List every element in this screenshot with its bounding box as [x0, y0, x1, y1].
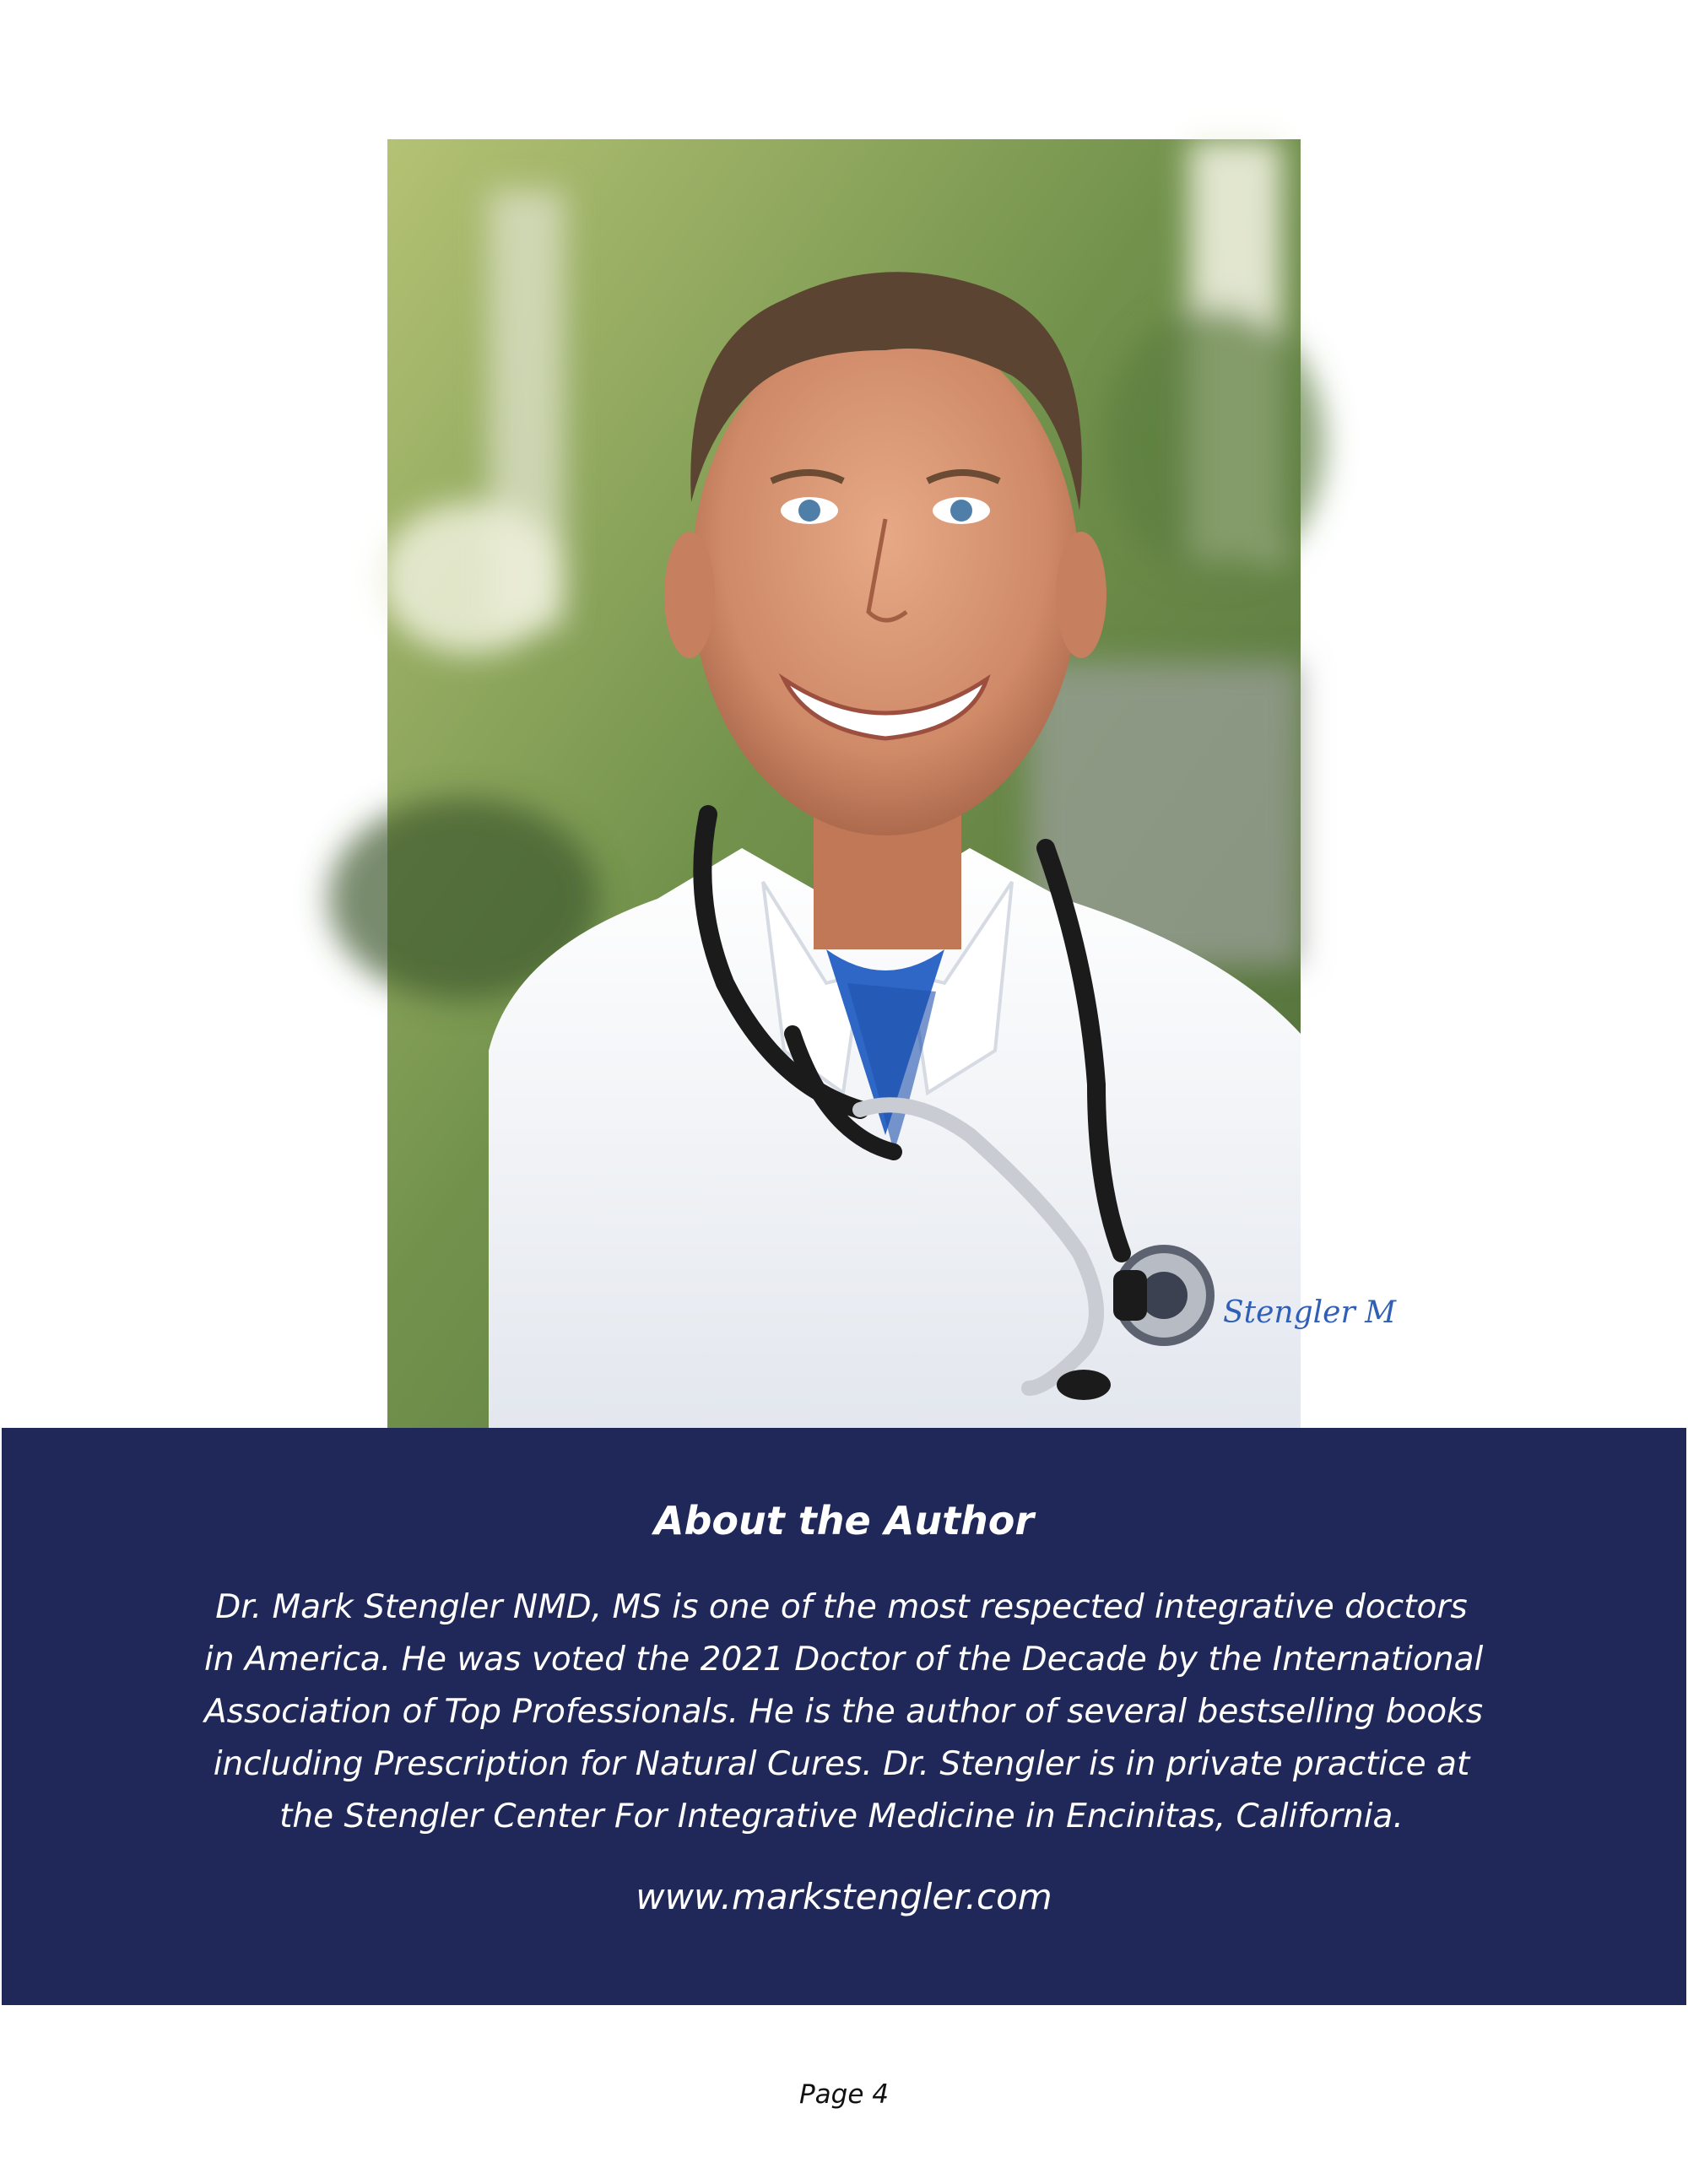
author-bio	[204, 1581, 1484, 1843]
coat-embroidery-text: Stengler M	[1223, 1295, 1396, 1330]
author-website-link[interactable]: www.markstengler.com	[636, 1876, 1052, 1917]
about-author-heading: About the Author	[653, 1498, 1035, 1543]
about-author-panel	[2, 1428, 1686, 2005]
author-bio-line: Association of Top Professionals. He is the author of several bestselling books	[204, 1693, 1484, 1731]
author-bio-line: Dr. Mark Stengler NMD, MS is one of the most respected integrative doctors	[215, 1588, 1468, 1626]
author-bio-line: including Prescription for Natural Cures. Dr. Stengler is in private practice at	[213, 1745, 1470, 1783]
author-bio-line: the Stengler Center For Integrative Medicine in Encinitas, California.	[279, 1797, 1404, 1835]
author-photo	[387, 139, 1396, 1428]
page-number: Page 4	[798, 2079, 890, 2110]
author-bio-line: in America. He was voted the 2021 Doctor of the Decade by the International	[204, 1641, 1484, 1679]
author-portrait-image	[387, 139, 1396, 1428]
